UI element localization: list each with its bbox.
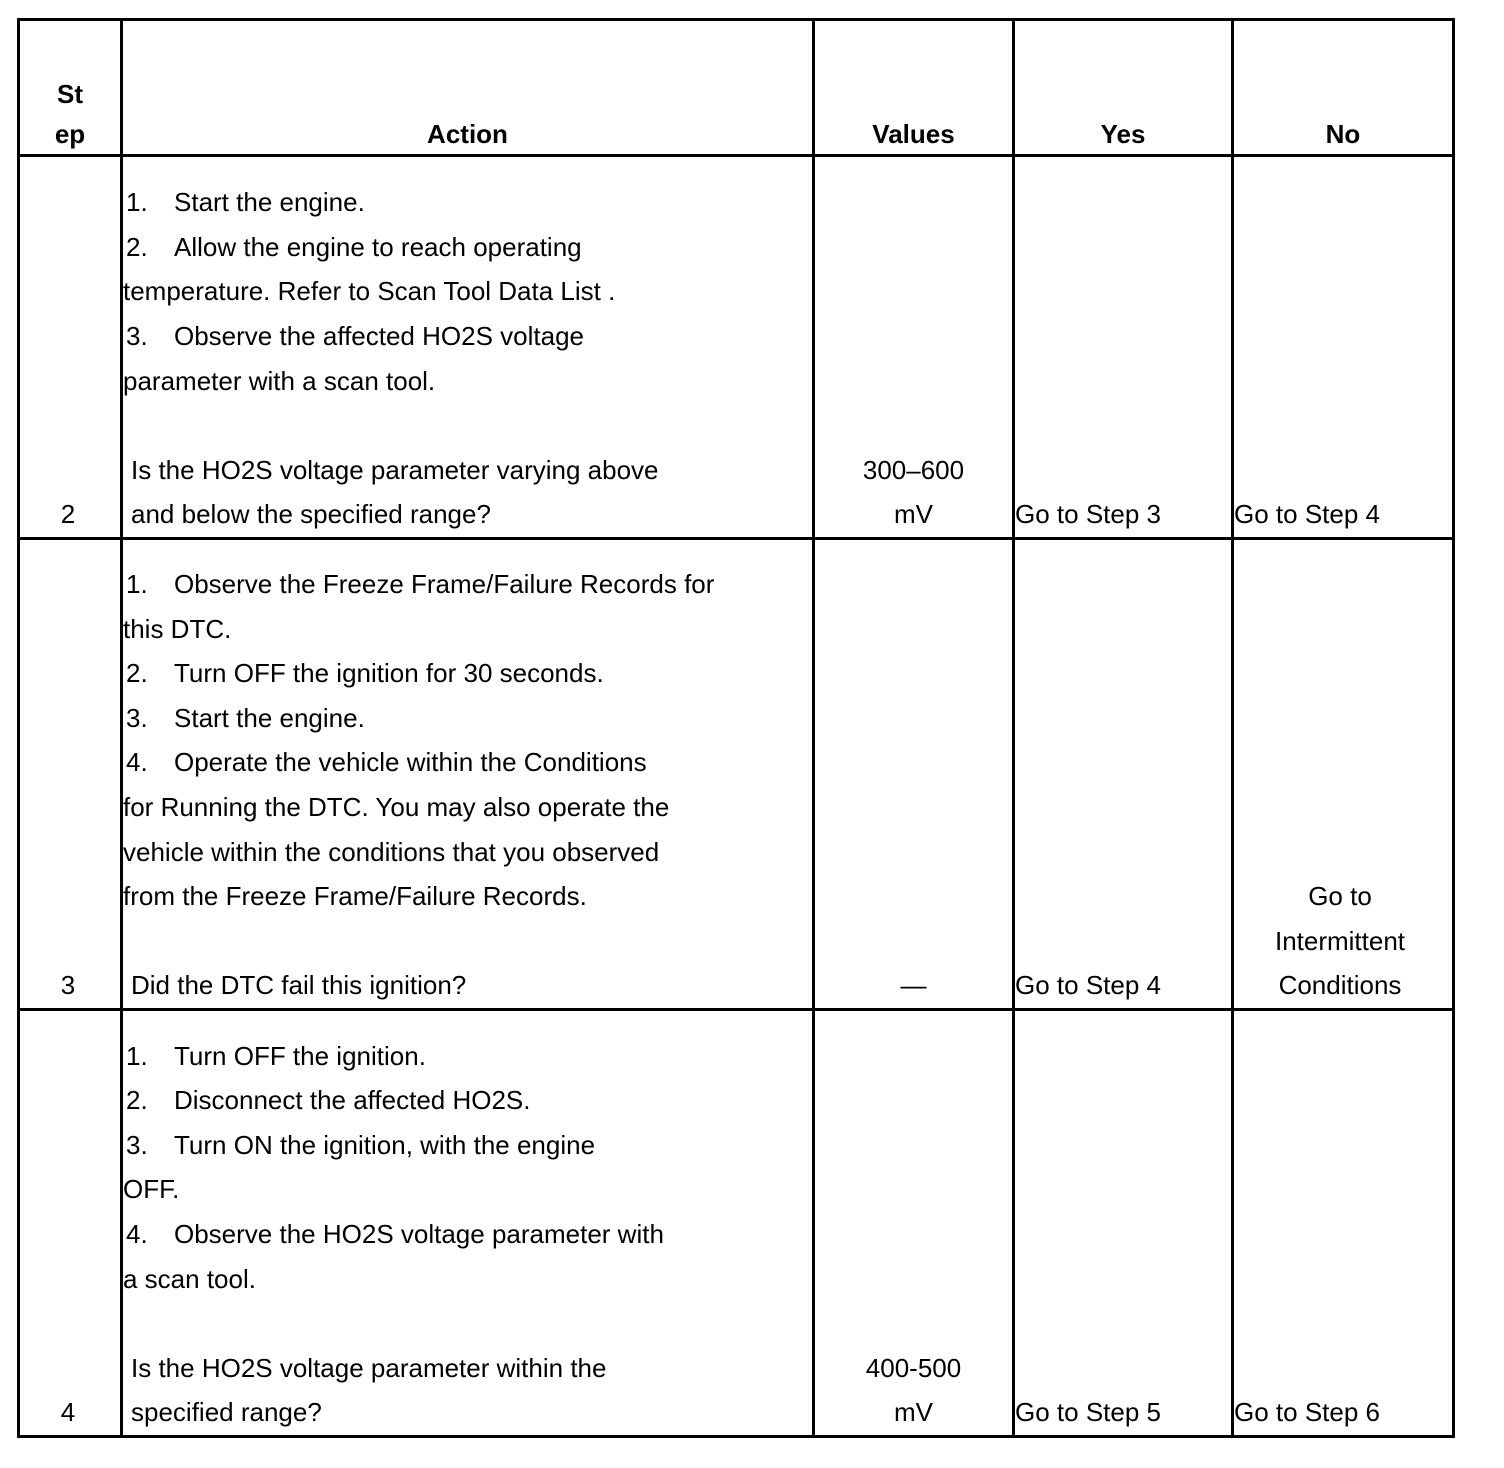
- action-line: [123, 696, 812, 741]
- value-text: 300–600: [862, 454, 965, 485]
- action-step-number: 2.: [126, 658, 148, 689]
- action-step-number: 2.: [126, 1085, 148, 1116]
- action-cell: [122, 156, 814, 539]
- no-text: Go to Step 6: [1234, 1397, 1380, 1428]
- action-text: Turn OFF the ignition.: [174, 1040, 426, 1071]
- values-cell: [814, 156, 1014, 539]
- action-line: [123, 1078, 812, 1123]
- action-step-number: 3.: [126, 321, 148, 352]
- spacer: [123, 919, 812, 964]
- values-cell: [814, 1010, 1014, 1437]
- yes-cell: Go to Step 5: [1014, 1010, 1233, 1437]
- action-step-number: 3.: [126, 1129, 148, 1160]
- action-cell: [122, 539, 814, 1010]
- action-step-number: 2.: [126, 231, 148, 262]
- step-cell: [19, 539, 122, 1010]
- action-line: [123, 740, 812, 785]
- header-step: [19, 20, 122, 156]
- action-line: [123, 562, 812, 607]
- action-text: a scan tool.: [123, 1263, 256, 1294]
- action-line: [123, 314, 812, 359]
- action-text: from the Freeze Frame/Failure Records.: [123, 881, 587, 912]
- action-question: Is the HO2S voltage parameter within the: [131, 1352, 607, 1383]
- step-cell: [19, 1010, 122, 1437]
- action-text: OFF.: [123, 1174, 180, 1205]
- action-text: Turn ON the ignition, with the engine: [174, 1129, 596, 1160]
- table-row: [19, 1010, 1454, 1437]
- header-step-line2: ep: [54, 119, 86, 149]
- value-text: 400-500: [865, 1352, 962, 1383]
- action-text: for Running the DTC. You may also operate the: [123, 792, 670, 823]
- no-cell: [1233, 539, 1454, 1010]
- action-step-number: 1.: [126, 1040, 148, 1071]
- yes-cell: Go to Step 3: [1014, 156, 1233, 539]
- action-line: [123, 1123, 812, 1168]
- no-text: Go to: [1308, 881, 1372, 912]
- action-text: Start the engine.: [174, 187, 365, 218]
- value-text: mV: [894, 1397, 933, 1428]
- table-row: [19, 156, 1454, 539]
- action-line: [123, 1167, 812, 1212]
- action-text: temperature. Refer to Scan Tool Data List .: [123, 276, 616, 307]
- header-values: Values: [814, 20, 1014, 156]
- value-text: —: [900, 970, 927, 1001]
- action-line: [123, 225, 812, 270]
- table-row: [19, 539, 1454, 1010]
- action-text: Operate the vehicle within the Conditions: [174, 747, 647, 778]
- step-number: 3: [60, 970, 76, 1001]
- header-row: [19, 20, 1454, 156]
- action-line: [123, 269, 812, 314]
- action-text: Allow the engine to reach operating: [174, 231, 582, 262]
- header-no: No: [1233, 20, 1454, 156]
- action-text: vehicle within the conditions that you observed: [123, 836, 660, 867]
- action-line: [123, 651, 812, 696]
- action-step-number: 4.: [126, 1219, 148, 1250]
- step-number: 4: [60, 1397, 76, 1428]
- action-step-number: 1.: [126, 569, 148, 600]
- action-text: this DTC.: [123, 613, 232, 644]
- action-line: [123, 1257, 812, 1302]
- action-line: [123, 180, 812, 225]
- action-line: [123, 874, 812, 919]
- no-text: Conditions: [1278, 970, 1402, 1001]
- action-question: Is the HO2S voltage parameter varying above: [131, 454, 659, 485]
- action-question: and below the specified range?: [131, 499, 491, 530]
- action-line: [123, 830, 812, 875]
- action-line: [123, 785, 812, 830]
- values-cell: [814, 539, 1014, 1010]
- action-question: specified range?: [131, 1397, 322, 1428]
- diagnostic-table: [17, 18, 1455, 1438]
- action-text: parameter with a scan tool.: [123, 365, 436, 396]
- no-text: Go to Step 4: [1234, 499, 1380, 530]
- value-text: mV: [894, 499, 933, 530]
- action-text: Observe the Freeze Frame/Failure Records for: [174, 569, 715, 600]
- action-step-number: 3.: [126, 702, 148, 733]
- action-line: [123, 1034, 812, 1079]
- action-text: Observe the affected HO2S voltage: [174, 321, 584, 352]
- action-text: Disconnect the affected HO2S.: [174, 1085, 531, 1116]
- action-text: Turn OFF the ignition for 30 seconds.: [174, 658, 604, 689]
- header-step-line1: St: [57, 79, 83, 109]
- no-text: Intermittent: [1274, 925, 1406, 956]
- action-line: [123, 1212, 812, 1257]
- action-step-number: 4.: [126, 747, 148, 778]
- action-text: Start the engine.: [174, 702, 365, 733]
- no-cell: [1233, 156, 1454, 539]
- step-cell: [19, 156, 122, 539]
- spacer: [123, 1301, 812, 1346]
- action-text: Observe the HO2S voltage parameter with: [174, 1219, 664, 1250]
- header-action: Action: [122, 20, 814, 156]
- spacer: [123, 403, 812, 448]
- action-cell: [122, 1010, 814, 1437]
- action-line: [123, 607, 812, 652]
- header-yes: Yes: [1014, 20, 1233, 156]
- action-step-number: 1.: [126, 187, 148, 218]
- yes-cell: Go to Step 4: [1014, 539, 1233, 1010]
- no-cell: [1233, 1010, 1454, 1437]
- action-line: [123, 359, 812, 404]
- step-number: 2: [60, 499, 76, 530]
- action-question: Did the DTC fail this ignition?: [131, 970, 467, 1001]
